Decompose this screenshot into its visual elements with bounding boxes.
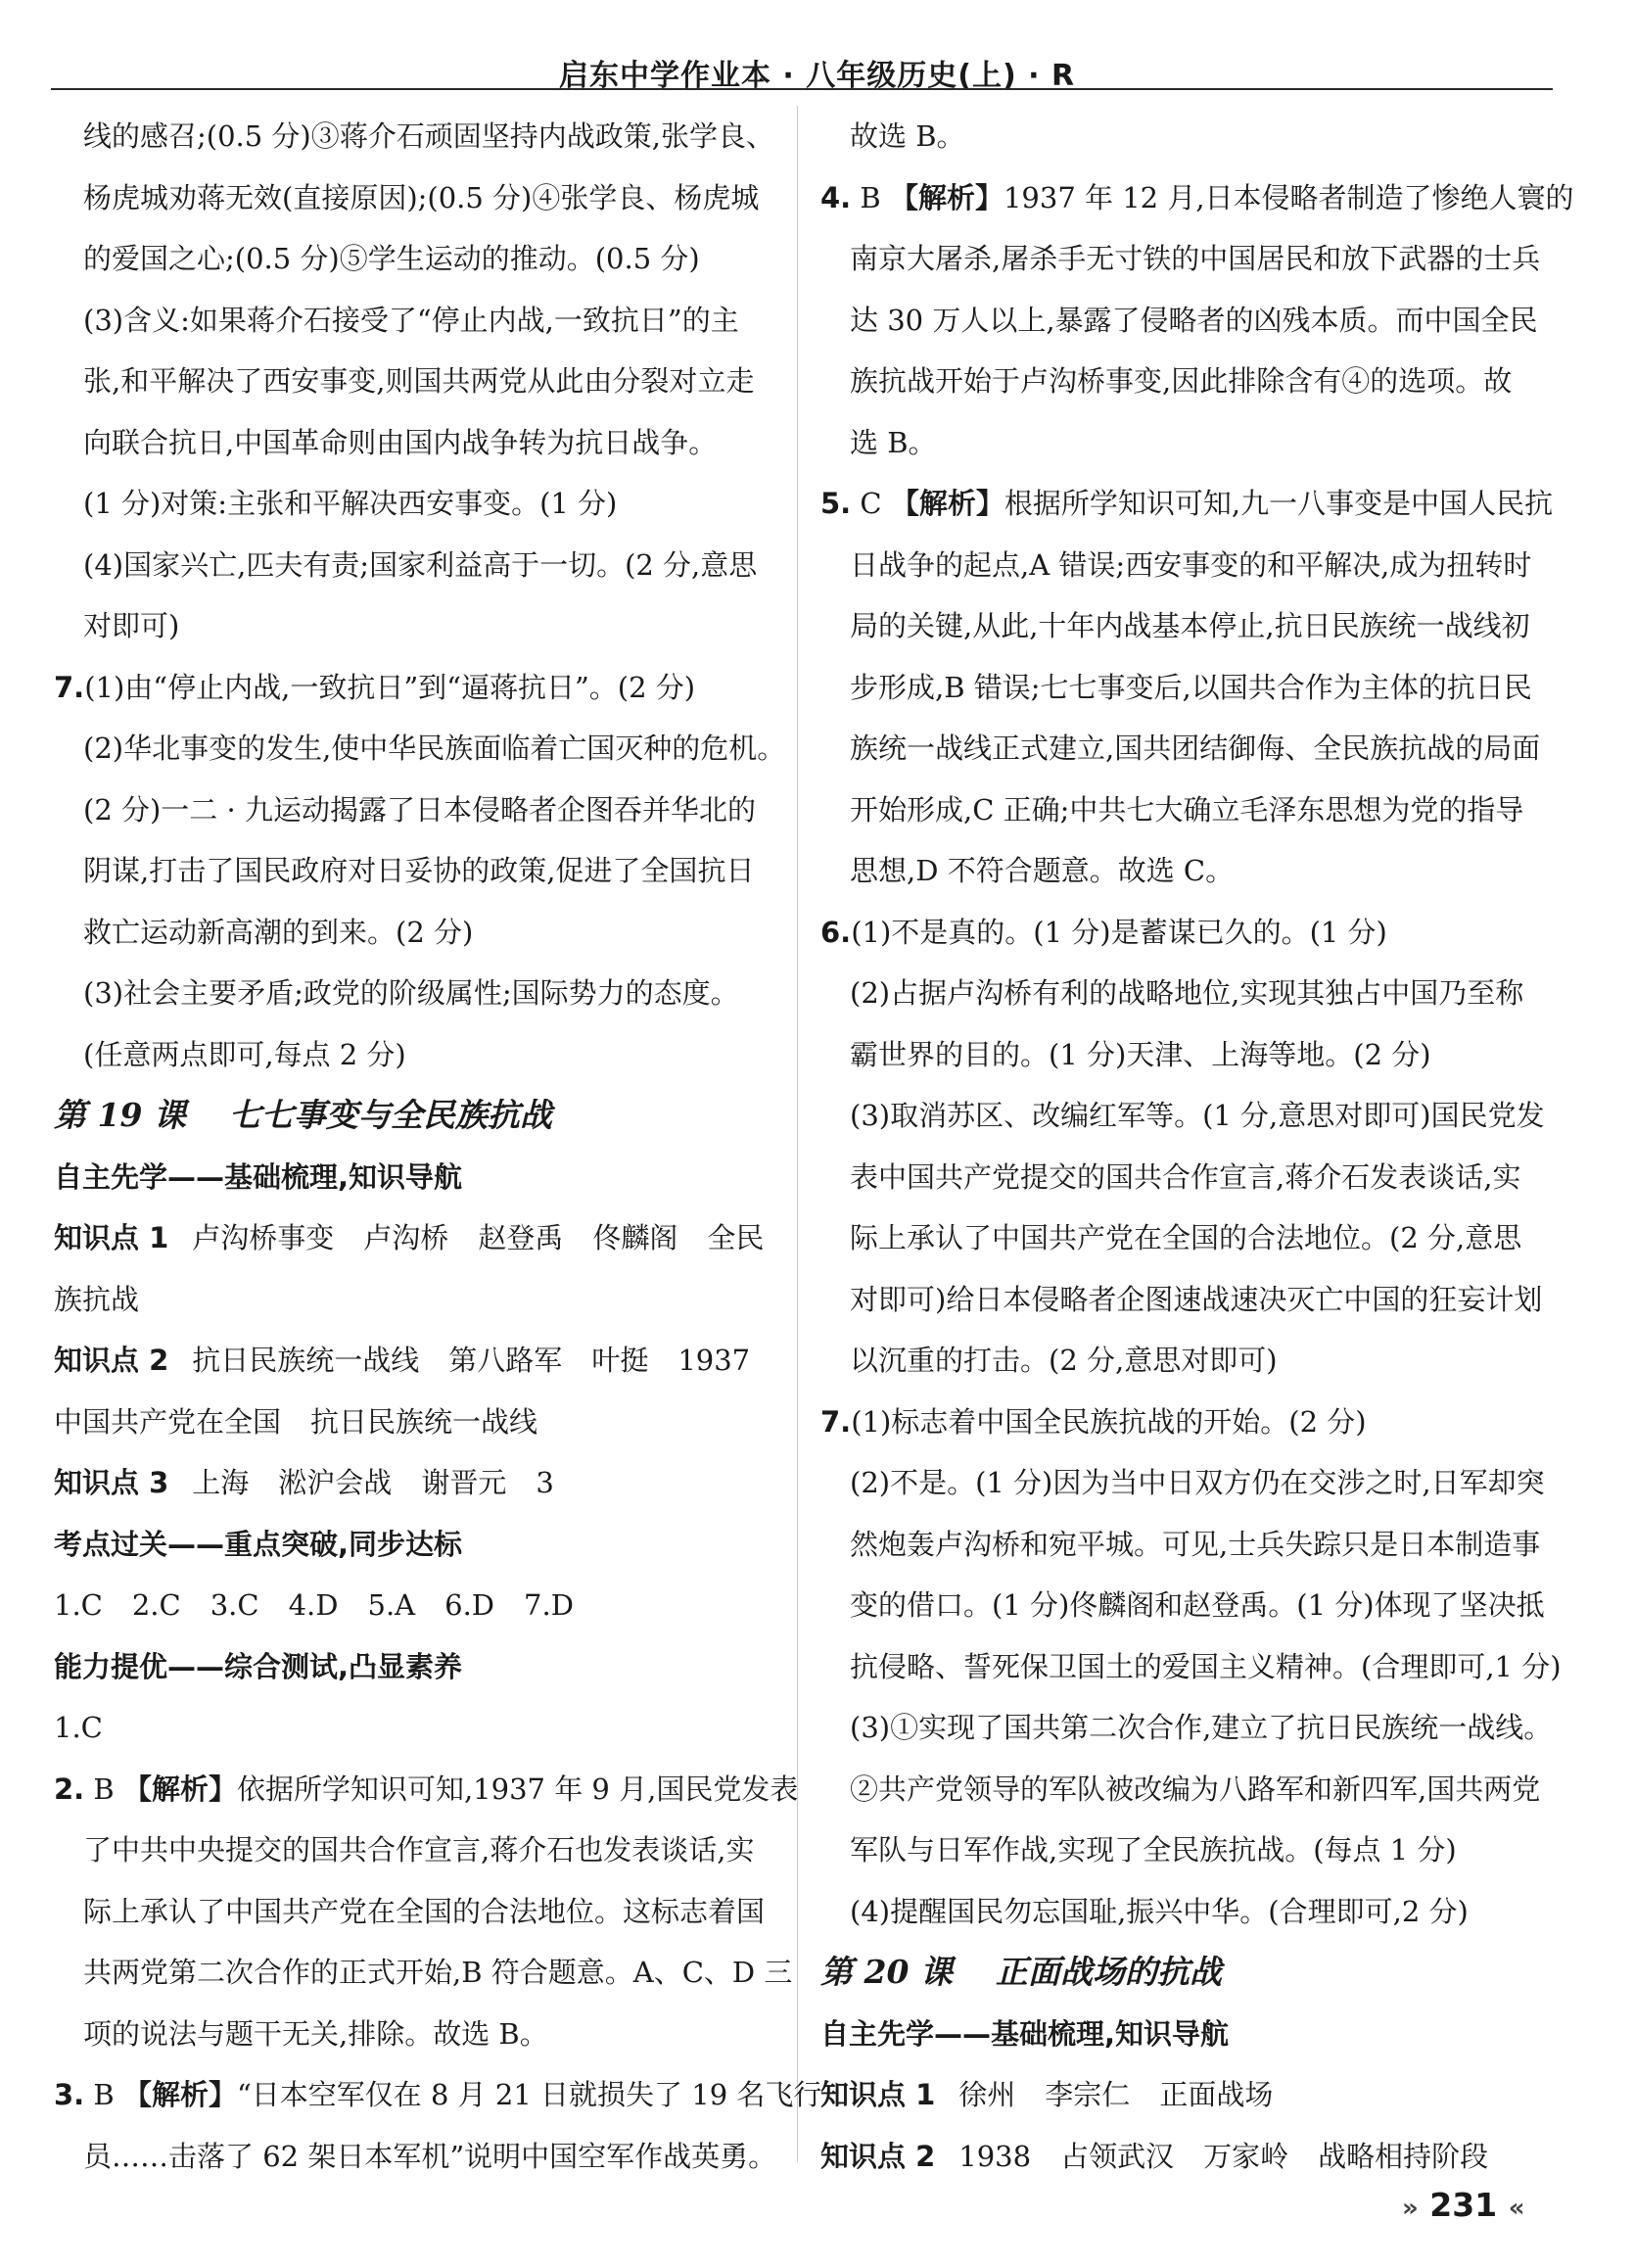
- text-line: 线的感召;(0.5 分)③蒋介石顽固坚持内战政策,张学良、: [83, 119, 774, 153]
- kp-item: 卢沟桥: [363, 1221, 449, 1254]
- lesson-20-heading: [820, 1942, 1574, 2004]
- text-line: (2)华北事变的发生,使中华民族面临着亡国灭种的危机。: [83, 732, 786, 765]
- question-7: [54, 657, 808, 719]
- question-2: [54, 1759, 808, 1820]
- text-line: 变的借口。(1 分)佟麟阁和赵登禹。(1 分)体现了坚决抵: [850, 1588, 1545, 1622]
- text-line: 选 B。: [850, 425, 937, 459]
- text-line: 了中共中央提交的国共合作宣言,蒋介石也发表谈话,实: [83, 1833, 755, 1866]
- kp-item: 上海: [192, 1466, 250, 1499]
- text-line: 1937 年 12 月,日本侵略者制造了惨绝人寰的: [1003, 180, 1574, 214]
- lesson-title: 七七事变与全民族抗战: [228, 1096, 552, 1134]
- text-line: (4)国家兴亡,匹夫有责;国家利益高于一切。(2 分,意思: [83, 547, 758, 582]
- knowledge-point-2: [820, 2126, 1574, 2188]
- answer-letter: B: [860, 180, 881, 214]
- text-line: 族抗战开始于卢沟桥事变,因此排除含有④的选项。故: [850, 364, 1513, 398]
- kp-label: 知识点 1: [54, 1221, 169, 1254]
- text-line: 救亡运动新高潮的到来。(2 分): [83, 915, 474, 949]
- text-line: 抗侵略、誓死保卫国土的爱国主义精神。(合理即可,1 分): [850, 1649, 1562, 1683]
- answer: 7.D: [524, 1588, 574, 1622]
- answer-letter: C: [860, 487, 882, 520]
- kp-label: 知识点 1: [820, 2078, 936, 2111]
- question-number: 3.: [54, 2078, 85, 2111]
- text-line: 际上承认了中国共产党在全国的合法地位。这标志着国: [83, 1894, 766, 1928]
- kp-item: 全民: [707, 1221, 765, 1254]
- kp-item: 叶挺: [591, 1344, 649, 1377]
- answer: 6.D: [444, 1588, 495, 1622]
- text-line: 际上承认了中国共产党在全国的合法地位。(2 分,意思: [850, 1221, 1522, 1254]
- kp-label: 知识点 2: [54, 1344, 169, 1377]
- knowledge-point-1: [54, 1207, 808, 1269]
- kp-item: 战略相持阶段: [1318, 2139, 1489, 2173]
- text-line: 根据所学知识可知,九一八事变是中国人民抗: [1004, 487, 1554, 520]
- text-line: (2 分)一二 · 九运动揭露了日本侵略者企图吞并华北的: [83, 792, 756, 827]
- lesson-number: 第 20 课: [820, 1953, 953, 1991]
- lesson-19-heading: [54, 1085, 808, 1147]
- kp-item: 正面战场: [1159, 2078, 1274, 2111]
- answer: 3.C: [210, 1588, 259, 1622]
- kp-item: 1937: [677, 1344, 751, 1377]
- kp-item: 1938: [958, 2139, 1032, 2173]
- section-heading: 自主先学——基础梳理,知识导航: [820, 2016, 1230, 2051]
- kp-item: 万家岭: [1203, 2139, 1289, 2173]
- text-line: 杨虎城劝蒋无效(直接原因);(0.5 分)④张学良、杨虎城: [83, 180, 760, 214]
- text-line: 项的说法与题干无关,排除。故选 B。: [83, 2016, 548, 2051]
- kp-label: 知识点 2: [820, 2139, 936, 2173]
- kp-item: 卢沟桥事变: [192, 1221, 335, 1254]
- section-heading: 自主先学——基础梳理,知识导航: [54, 1159, 463, 1194]
- text-line: 张,和平解决了西安事变,则国共两党从此由分裂对立走: [83, 364, 755, 398]
- kp-item: 李宗仁: [1045, 2078, 1131, 2111]
- text-line: “日本空军仅在 8 月 21 日就损失了 19 名飞行: [236, 2078, 822, 2111]
- text-line: 族抗战: [54, 1282, 140, 1316]
- text-line: ②共产党领导的军队被改编为八路军和新四军,国共两党: [850, 1772, 1541, 1806]
- question-number: 6.: [820, 915, 852, 949]
- text-line: 然炮轰卢沟桥和宛平城。可见,士兵失踪只是日本制造事: [850, 1527, 1541, 1561]
- left-column: [54, 106, 822, 2187]
- answer: 5.A: [367, 1588, 416, 1622]
- answer-letter: B: [93, 2078, 115, 2111]
- text-line: 局的关键,从此,十年内战基本停止,抗日民族统一战线初: [850, 609, 1530, 642]
- kp-label: 知识点 3: [54, 1466, 169, 1499]
- lesson-number: 第 19 课: [54, 1096, 186, 1134]
- text-line: 日战争的起点,A 错误;西安事变的和平解决,成为扭转时: [850, 547, 1532, 582]
- right-column: [820, 106, 1574, 2187]
- text-line: 以沉重的打击。(2 分,意思对即可): [850, 1344, 1278, 1377]
- text-line: 南京大屠杀,屠杀手无寸铁的中国居民和放下武器的士兵: [850, 242, 1541, 275]
- section-heading: 考点过关——重点突破,同步达标: [54, 1527, 463, 1561]
- text-line: 共两党第二次合作的正式开始,B 符合题意。A、C、D 三: [83, 1956, 793, 1989]
- answer: 1.C: [54, 1711, 103, 1744]
- question-number: 2.: [54, 1772, 85, 1806]
- question-7: [820, 1392, 1574, 1453]
- text-line: (1 分)对策:主张和平解决西安事变。(1 分): [83, 487, 618, 520]
- text-line: (3)含义:如果蒋介石接受了“停止内战,一致抗日”的主: [83, 303, 739, 337]
- text-line: (3)①实现了国共第二次合作,建立了抗日民族统一战线。: [850, 1711, 1553, 1744]
- text-line: 族统一战线正式建立,国共团结御侮、全民族抗战的局面: [850, 732, 1541, 765]
- text-line: (2)占据卢沟桥有利的战略地位,实现其独占中国乃至称: [850, 976, 1524, 1010]
- text-line: 霸世界的目的。(1 分)天津、上海等地。(2 分): [850, 1037, 1431, 1071]
- text-line: (3)取消苏区、改编红军等。(1 分,意思对即可)国民党发: [850, 1099, 1545, 1132]
- answer: 4.D: [288, 1588, 339, 1622]
- answer-letter: B: [93, 1772, 115, 1806]
- text-line: 对即可): [83, 609, 180, 642]
- text-line: 的爱国之心;(0.5 分)⑤学生运动的推动。(0.5 分): [83, 242, 700, 275]
- text-line: 军队与日军作战,实现了全民族抗战。(每点 1 分): [850, 1833, 1457, 1866]
- knowledge-point-2-cont: [54, 1392, 808, 1453]
- knowledge-point-3: [54, 1452, 808, 1514]
- kp-item: 佟麟阁: [592, 1221, 678, 1254]
- text-line: (1)由“停止内战,一致抗日”到“逼蒋抗日”。(2 分): [84, 670, 696, 704]
- text-line: (任意两点即可,每点 2 分): [83, 1037, 406, 1071]
- knowledge-point-1: [820, 2064, 1574, 2126]
- page-number: [1402, 2186, 1559, 2235]
- header-title: 启东中学作业本 · 八年级历史(上) · R: [558, 59, 1076, 93]
- question-4: [820, 167, 1574, 229]
- question-number: 7.: [54, 670, 85, 704]
- question-number: 4.: [820, 180, 852, 214]
- text-line: (1)标志着中国全民族抗战的开始。(2 分): [851, 1404, 1367, 1439]
- text-line: 开始形成,C 正确;中共七大确立毛泽东思想为党的指导: [850, 792, 1524, 827]
- lesson-title: 正面战场的抗战: [995, 1953, 1222, 1991]
- kp-item: 淞沪会战: [278, 1466, 393, 1499]
- kp-item: 第八路军: [448, 1344, 563, 1377]
- kp-item: 徐州: [958, 2078, 1016, 2111]
- question-3: [54, 2064, 822, 2126]
- kp-item: 3: [536, 1466, 554, 1499]
- question-6: [820, 902, 1574, 964]
- knowledge-point-2: [54, 1330, 808, 1392]
- page-number-text: 231: [1429, 2186, 1498, 2224]
- section-heading: 能力提优——综合测试,凸显素养: [54, 1649, 463, 1683]
- page-header: [0, 0, 1634, 93]
- question-5: [820, 473, 1574, 535]
- text-line: (4)提醒国民勿忘国耻,振兴中华。(合理即可,2 分): [850, 1894, 1469, 1928]
- text-line: 对即可)给日本侵略者企图速战速决灭亡中国的狂妄计划: [850, 1282, 1543, 1316]
- analysis-tag: 【解析】: [889, 180, 1004, 214]
- answer: 1.C: [54, 1588, 103, 1622]
- kp-item: 抗日民族统一战线: [310, 1404, 538, 1439]
- text-line: 步形成,B 错误;七七事变后,以国共合作为主体的抗日民: [850, 670, 1532, 704]
- kp-item: 谢晋元: [421, 1466, 507, 1499]
- text-line: 达 30 万人以上,暴露了侵略者的凶残本质。而中国全民: [850, 303, 1538, 337]
- text-line: 员……击落了 62 架日本军机”说明中国空军作战英勇。: [83, 2139, 777, 2173]
- double-chevron-left-icon: «: [1508, 2194, 1525, 2223]
- question-number: 7.: [820, 1404, 852, 1439]
- text-line: 阴谋,打击了国民政府对日妥协的政策,促进了全国抗日: [83, 854, 755, 887]
- text-line: 向联合抗日,中国革命则由国内战争转为抗日战争。: [83, 425, 718, 459]
- kp-item: 中国共产党在全国: [54, 1404, 282, 1439]
- text-line: (2)不是。(1 分)因为当中日双方仍在交涉之时,日军却突: [850, 1466, 1545, 1499]
- text-line: 表中国共产党提交的国共合作宣言,蒋介石发表谈话,实: [850, 1159, 1521, 1194]
- text-line: 依据所学知识可知,1937 年 9 月,国民党发表: [236, 1772, 799, 1806]
- text-line: 故选 B。: [850, 119, 965, 153]
- kp-item: 占领武汉: [1060, 2139, 1175, 2173]
- answer-row: [54, 1575, 808, 1636]
- analysis-tag: 【解析】: [122, 2078, 237, 2111]
- kp-item: 赵登禹: [478, 1221, 564, 1254]
- double-chevron-right-icon: »: [1402, 2194, 1419, 2223]
- kp-item: 抗日民族统一战线: [192, 1344, 420, 1377]
- answer: 2.C: [131, 1588, 181, 1622]
- question-number: 5.: [820, 487, 852, 520]
- text-line: (1)不是真的。(1 分)是蓄谋已久的。(1 分): [851, 915, 1387, 949]
- text-line: 思想,D 不符合题意。故选 C。: [850, 854, 1235, 887]
- header-rule: [51, 88, 1553, 90]
- text-line: (3)社会主要矛盾;政党的阶级属性;国际势力的态度。: [83, 976, 739, 1010]
- analysis-tag: 【解析】: [122, 1772, 237, 1806]
- analysis-tag: 【解析】: [890, 487, 1004, 520]
